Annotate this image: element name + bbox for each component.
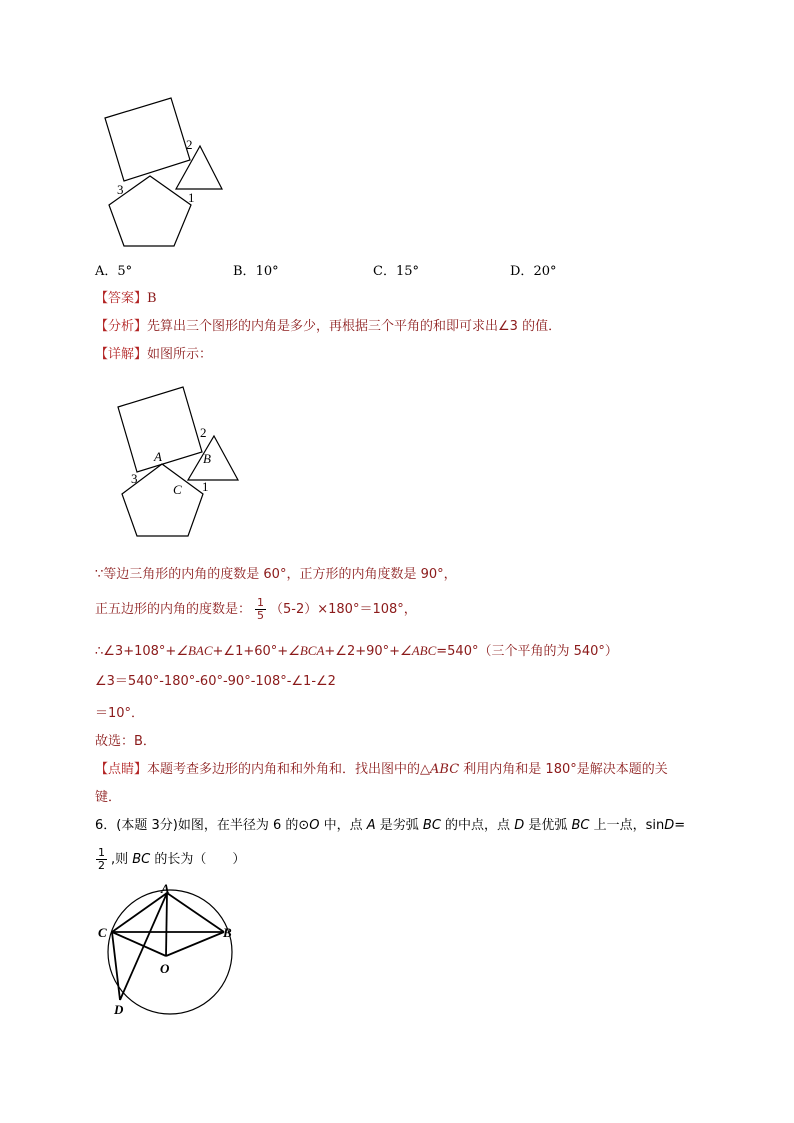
label-A: A — [161, 881, 170, 896]
comment-line-2: 键． — [95, 790, 122, 805]
option-d[interactable]: D．20° — [510, 264, 557, 279]
figure-polygons-detail — [112, 380, 247, 545]
option-b[interactable]: B．10° — [233, 264, 279, 279]
label-1: 1 — [188, 190, 195, 205]
label-2: 2 — [200, 425, 207, 440]
comment-tag: 【点睛】 — [95, 762, 148, 777]
label-2: 2 — [186, 137, 193, 152]
fraction-one-half: $\frac{1}{2}$ — [98, 846, 105, 872]
answer-value: B — [147, 291, 157, 306]
comment-line-1: 【点睛】本题考查多边形的内角和和外角和．找出图中的△ABC 利用内角和是 180°是解决本题的关 — [95, 762, 668, 777]
label-3: 3 — [117, 182, 124, 197]
solution-line-6: 故选：B． — [95, 734, 156, 749]
label-A: A — [154, 449, 162, 464]
option-a[interactable]: A．5° — [95, 264, 133, 279]
solution-line-1: ∵等边三角形的内角的度数是 60°，正方形的内角度数是 90°， — [95, 567, 457, 582]
question-6-line-1: 6．(本题 3分)如图，在半径为 6 的⊙O 中，点 A 是劣弧 BC 的中点，点 D 是优弧 BC 上一点，sinD= — [95, 818, 686, 833]
solution-line-4: ∠3＝540°-180°-60°-90°-108°-∠1-∠2 — [95, 674, 336, 689]
analysis-tag: 【分析】 — [95, 319, 148, 334]
solution-line-3: ∴∠3+108°+∠BAC+∠1+60°+∠BCA+∠2+90°+∠ABC=540°（三个平角的为 540°） — [95, 643, 618, 659]
analysis-line — [95, 318, 561, 336]
figure-polygons-question — [95, 90, 235, 255]
detail-line — [95, 346, 212, 364]
label-C: C — [98, 925, 107, 940]
option-c[interactable]: C．15° — [373, 264, 419, 279]
question-6-line-2: $\frac{1}{2}$ ,则 BC 的长为（ ） — [98, 846, 246, 872]
label-B: B — [223, 925, 232, 940]
circle-o — [108, 890, 232, 1014]
label-C: C — [173, 482, 182, 497]
analysis-text: 先算出三个图形的内角是多少，再根据三个平角的和即可求出∠3 的值． — [147, 319, 562, 334]
figure-circle — [95, 880, 245, 1020]
label-B: B — [203, 451, 211, 466]
triangle — [188, 436, 238, 480]
detail-tag: 【详解】 — [95, 347, 148, 362]
answer-line — [95, 290, 157, 308]
fraction-one-fifth: $\frac{1}{5}$ — [257, 596, 265, 622]
solution-line-2: 正五边形的内角的度数是： $\frac{1}{5}$ （5-2）×180°＝108°， — [95, 596, 417, 622]
label-O: O — [160, 961, 170, 976]
square — [105, 98, 190, 181]
label-1: 1 — [202, 479, 209, 494]
answer-tag: 【答案】 — [95, 291, 148, 306]
detail-text: 如图所示： — [147, 347, 213, 362]
solution-line-5: ＝10°． — [95, 706, 145, 721]
label-D: D — [114, 1002, 124, 1017]
label-3: 3 — [131, 471, 138, 486]
triangle — [176, 146, 222, 189]
